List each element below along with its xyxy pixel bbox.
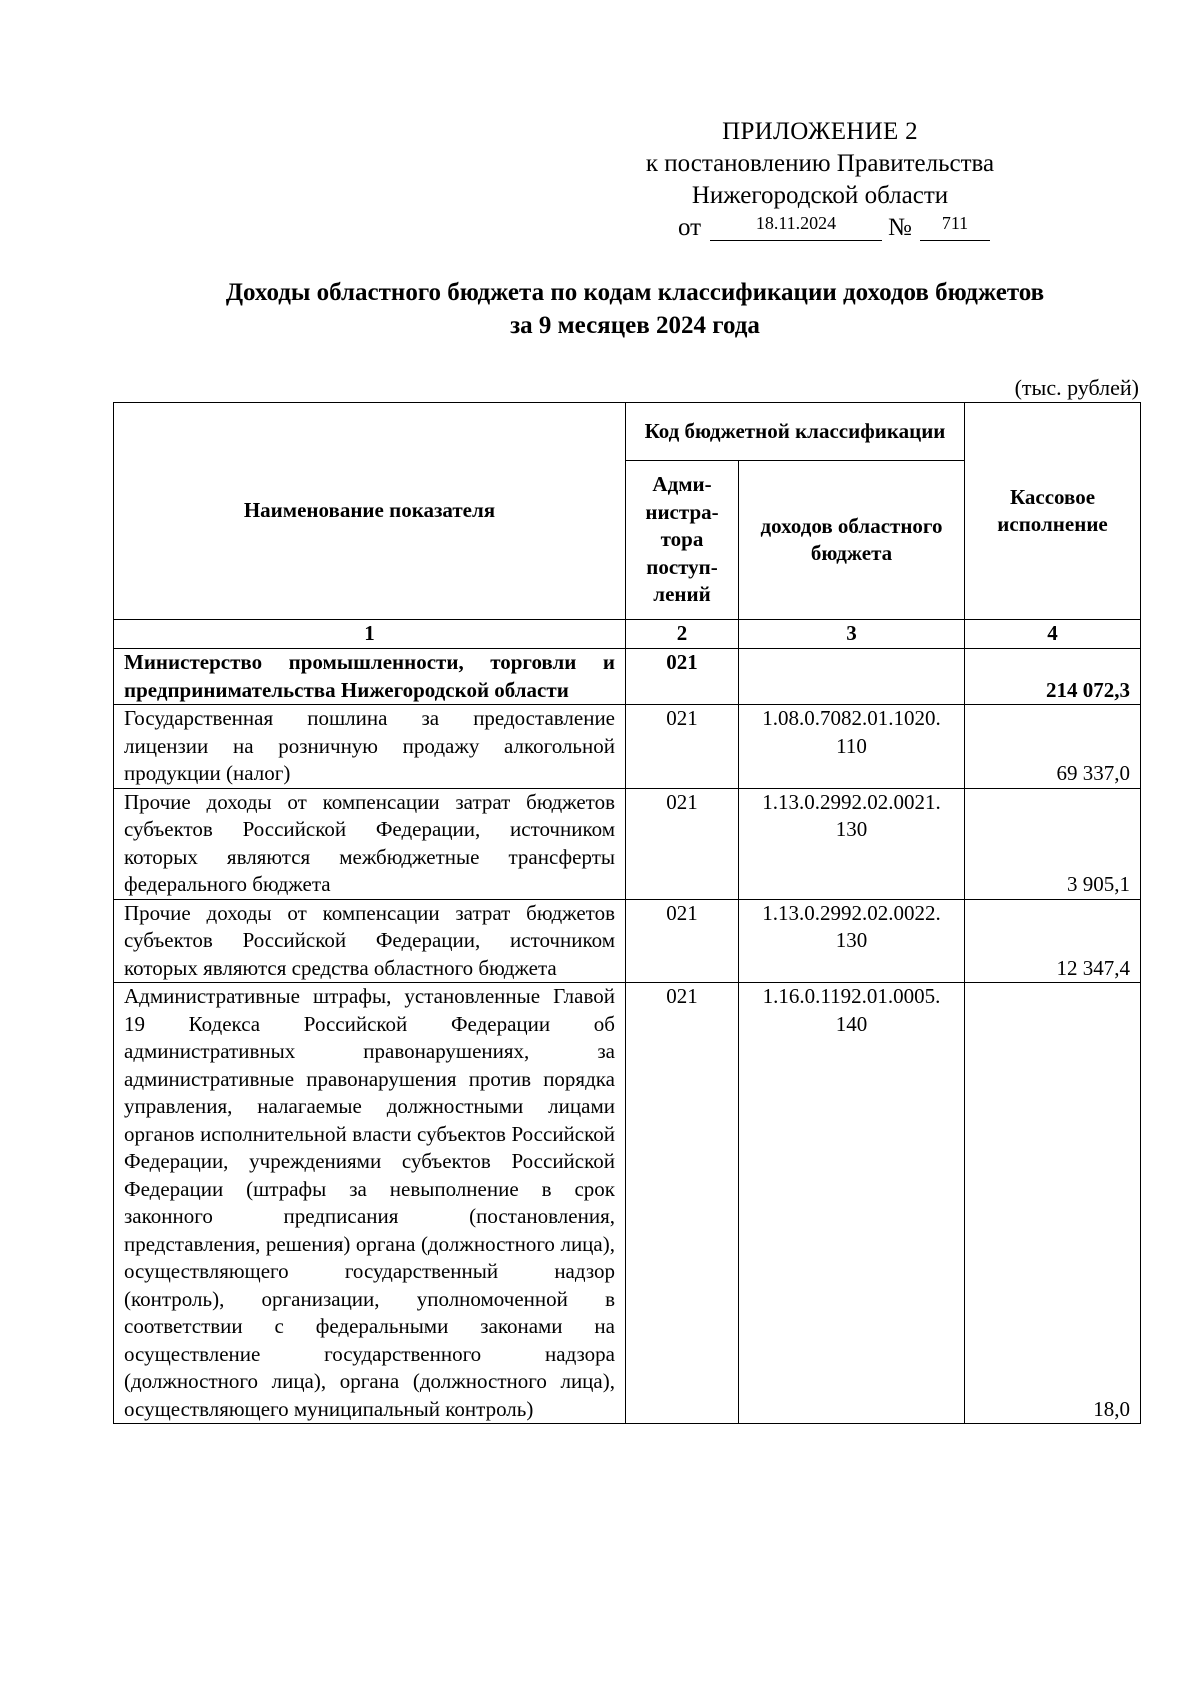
row-name: Административные штрафы, установленные Главой 19 Кодекса Российской Федерации об административных правонарушениях, за административные правонарушения против порядка управления, налагаемые должностными лицами органов исполнительной власти субъектов Российской Федерации, учреждениями субъектов Российской Федерации (штрафы за невыполнение в срок законного предписания (постановления, представления, решения) органа (должностного лица), осуществляющего государственный надзор (контроль), организации, уполномоченной в соответствии с федеральными законами на осуществление государственного надзора (должностного лица), органа (должностного лица), осуществляющего муниципальный контроль): [114, 983, 626, 1424]
row-amount: 18,0: [965, 983, 1141, 1424]
row-amount: 214 072,3: [965, 649, 1141, 705]
row-admin-code: 021: [626, 649, 739, 705]
row-name: Министерство промышленности, торговли и предпринимательства Нижегородской области: [114, 649, 626, 705]
row-name: Прочие доходы от компенсации затрат бюджетов субъектов Российской Федерации, источником которых являются средства областного бюджета: [114, 899, 626, 983]
header-admin: Адми-нистра-тора поступ-лений: [626, 461, 739, 620]
row-name: Государственная пошлина за предоставление лицензии на розничную продажу алкогольной продукции (налог): [114, 705, 626, 789]
row-revenue-code: 1.13.0.2992.02.0021. 130: [739, 788, 965, 899]
header-revenue-code: доходов областного бюджета: [739, 461, 965, 620]
row-revenue-code: [739, 649, 965, 705]
row-revenue-code: 1.08.0.7082.01.1020. 110: [739, 705, 965, 789]
table-row: [114, 788, 1141, 899]
units-label: (тыс. рублей): [1014, 375, 1139, 400]
table-row: [114, 649, 1141, 705]
appendix-block: [620, 116, 1020, 246]
row-amount: 12 347,4: [965, 899, 1141, 983]
number-label: №: [888, 214, 912, 241]
table-row: [114, 705, 1141, 789]
budget-table: [113, 402, 1141, 1424]
row-name: Прочие доходы от компенсации затрат бюджетов субъектов Российской Федерации, источником которых являются межбюджетные трансферты федерального бюджета: [114, 788, 626, 899]
appendix-meta-line: [620, 212, 1020, 246]
header-name: Наименование показателя: [114, 403, 626, 620]
resolution-number: 711: [920, 212, 990, 241]
column-number: 4: [965, 620, 1141, 649]
document-title: [100, 276, 1170, 342]
table-row: [114, 983, 1141, 1424]
column-number: 3: [739, 620, 965, 649]
row-admin-code: 021: [626, 899, 739, 983]
row-admin-code: 021: [626, 983, 739, 1424]
resolution-date: 18.11.2024: [710, 212, 882, 241]
row-revenue-code: 1.16.0.1192.01.0005. 140: [739, 983, 965, 1424]
table-row: [114, 899, 1141, 983]
appendix-line-1: к постановлению Правительства: [645, 150, 995, 177]
header-amount: Кассовое исполнение: [965, 403, 1141, 620]
column-number: 2: [626, 620, 739, 649]
column-number: 1: [114, 620, 626, 649]
row-amount: 69 337,0: [965, 705, 1141, 789]
appendix-line-2: Нижегородской области: [691, 182, 949, 209]
appendix-title: ПРИЛОЖЕНИЕ 2: [722, 118, 918, 145]
header-code-group: Код бюджетной классификации: [626, 403, 965, 461]
date-label: от: [678, 214, 702, 241]
row-amount: 3 905,1: [965, 788, 1141, 899]
row-admin-code: 021: [626, 705, 739, 789]
document-title-line-2: за 9 месяцев 2024 года: [510, 312, 760, 339]
row-admin-code: 021: [626, 788, 739, 899]
row-revenue-code: 1.13.0.2992.02.0022. 130: [739, 899, 965, 983]
document-title-line-1: Доходы областного бюджета по кодам классификации доходов бюджетов: [225, 279, 1045, 306]
